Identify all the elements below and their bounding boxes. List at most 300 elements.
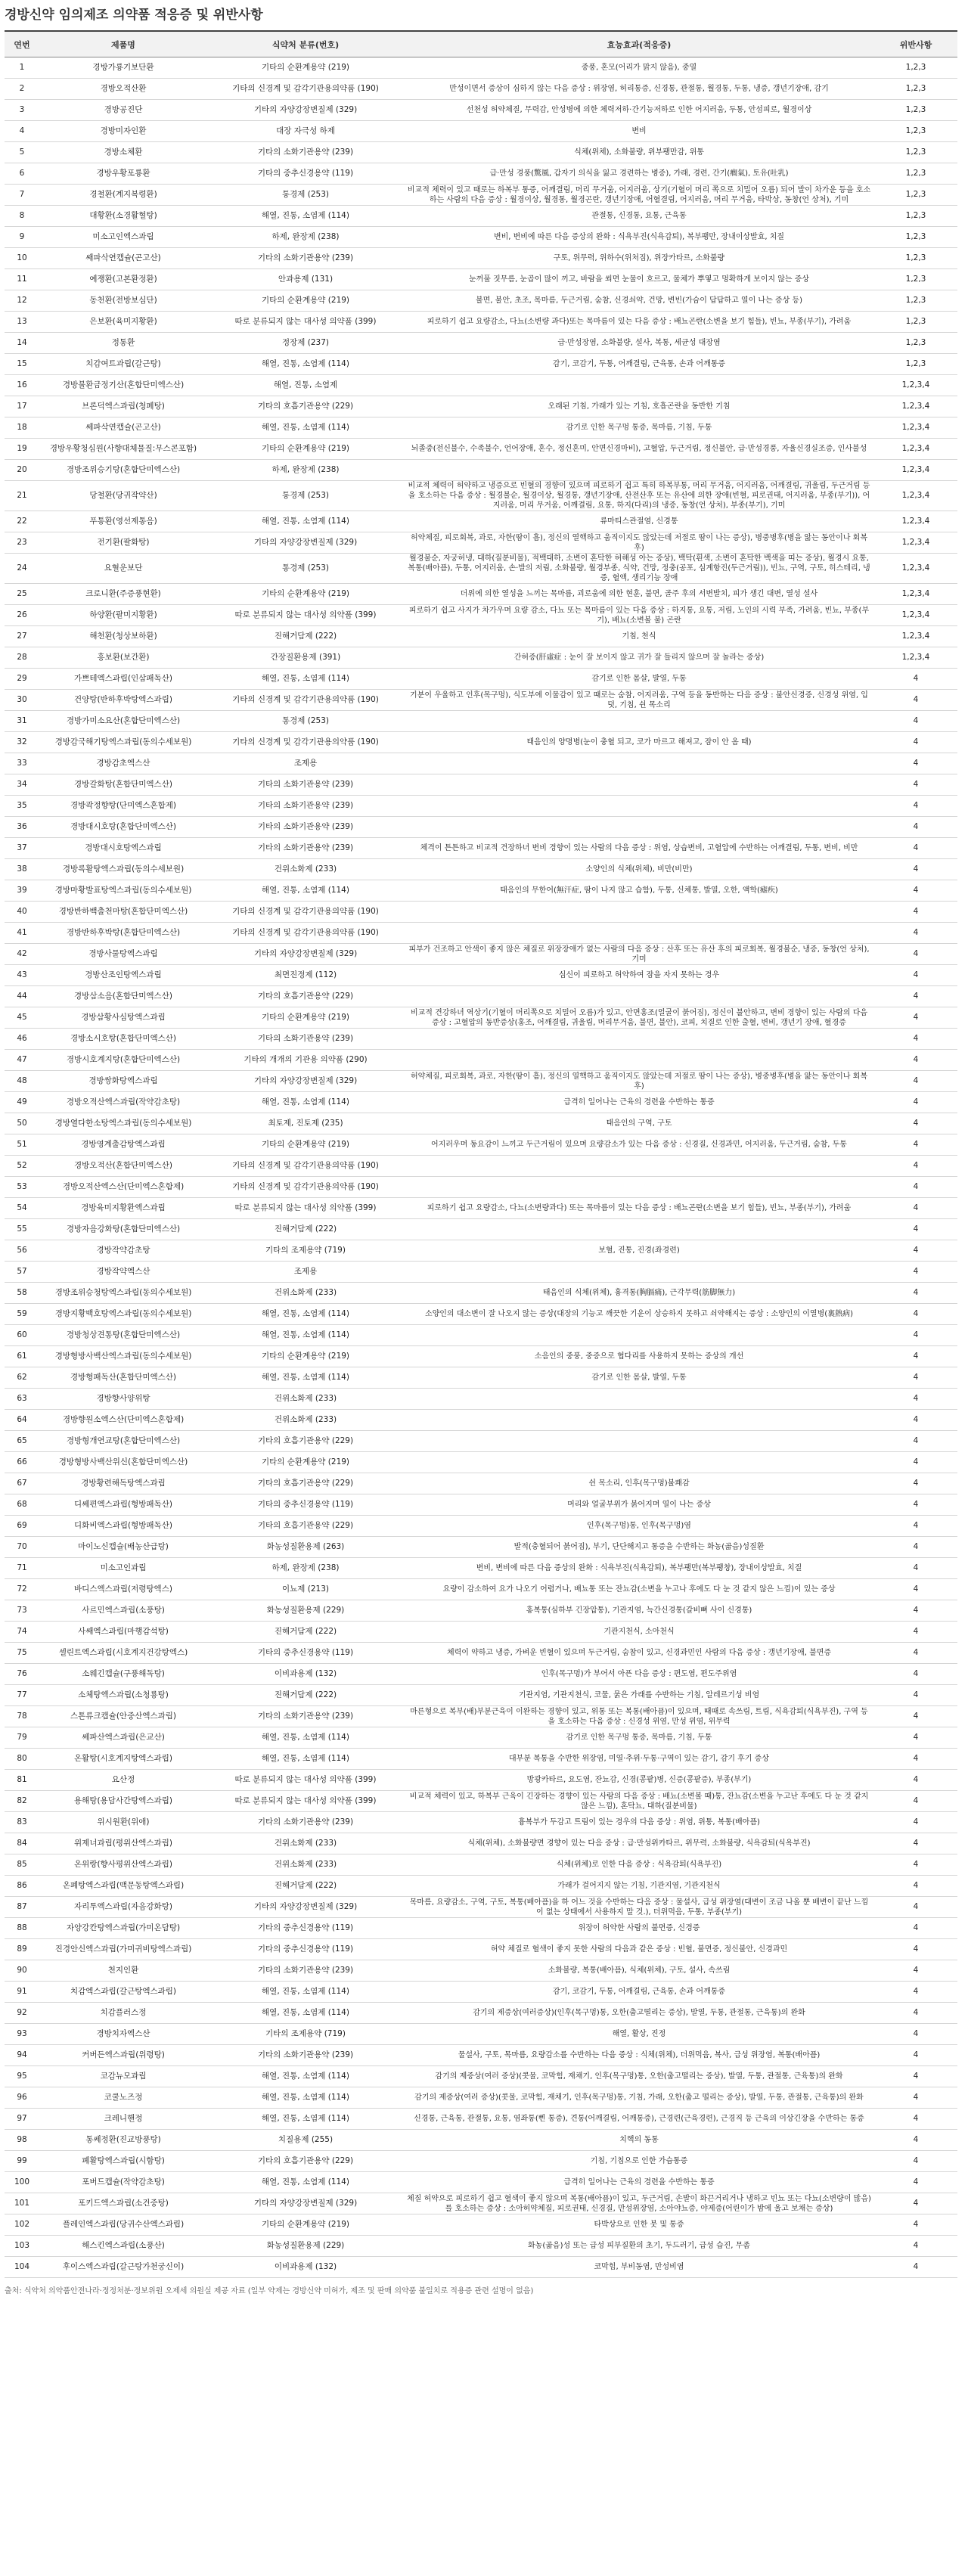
table-row [5, 1029, 957, 1050]
product-name: 경방지황백호탕엑스과립(동의수세보원) [39, 1304, 207, 1325]
table-row [5, 1579, 957, 1600]
table-row [5, 1431, 957, 1452]
classification: 기타의 조제용약 (719) [207, 2024, 404, 2045]
violation-codes: 4 [874, 1262, 957, 1283]
product-name: 사쌔엑스과립(마행감석탕) [39, 1622, 207, 1643]
product-name: 경방반하후박탕(혼합단미엑스산) [39, 923, 207, 944]
table-row [5, 1410, 957, 1431]
row-number: 81 [5, 1770, 39, 1791]
violation-codes: 4 [874, 859, 957, 880]
violation-codes: 4 [874, 1749, 957, 1770]
product-name: 하양환(팔미지황환) [39, 605, 207, 626]
row-number: 104 [5, 2257, 39, 2278]
classification: 하제, 완장제 (238) [207, 1558, 404, 1579]
efficacy-text [404, 902, 874, 923]
classification: 해열, 진통, 소염제 (114) [207, 511, 404, 532]
efficacy-text: 소양인의 대소변이 잘 나오지 않는 증상(대장의 기능고 깨끗한 기운이 상승하지 못하고 쇠약해지는 증상 : 소양인의 이열병(裏熱病) [404, 1304, 874, 1325]
product-name: 경방형방사백산위신(혼합단미엑스산) [39, 1452, 207, 1473]
violation-codes: 4 [874, 1537, 957, 1558]
violation-codes: 4 [874, 1092, 957, 1113]
row-number: 77 [5, 1685, 39, 1706]
violation-codes: 4 [874, 2257, 957, 2278]
classification: 진해거담제 (222) [207, 1622, 404, 1643]
row-number: 32 [5, 732, 39, 753]
efficacy-text: 요량이 감소하여 요가 나오기 어렵거나, 배뇨통 또는 잔뇨감(소변을 누고나 후에도 다 눈 것 같지 않은 느낌)이 있는 증상 [404, 1579, 874, 1600]
table-row [5, 1304, 957, 1325]
product-name: 경방영계출감탕엑스과립 [39, 1134, 207, 1156]
classification: 기타의 소화기관용약 (239) [207, 796, 404, 817]
table-row [5, 1113, 957, 1134]
product-name: 경방우황포룡환 [39, 163, 207, 185]
product-name: 바디스엑스과립(저령탕엑스) [39, 1579, 207, 1600]
product-name: 가쁘테엑스과립(인삼패독산) [39, 669, 207, 690]
violation-codes: 4 [874, 1156, 957, 1177]
product-name: 포키드엑스과립(소건중탕) [39, 2193, 207, 2214]
classification: 기타의 개개의 기관용 의약품 (290) [207, 1050, 404, 1071]
classification: 기타의 소화기관용약 (239) [207, 142, 404, 163]
product-name: 요산정 [39, 1770, 207, 1791]
violation-codes: 1,2,3,4 [874, 481, 957, 511]
classification: 기타의 순환계용약 (219) [207, 2214, 404, 2236]
classification: 기타의 소화기관용약 (239) [207, 1812, 404, 1833]
table-row [5, 2109, 957, 2130]
row-number: 59 [5, 1304, 39, 1325]
table-body [5, 57, 957, 2278]
header-classification: 식약처 분류(번호) [207, 31, 404, 57]
row-number: 38 [5, 859, 39, 880]
classification: 정장제 (237) [207, 333, 404, 354]
header-efficacy: 효능효과(적응증) [404, 31, 874, 57]
classification: 기타의 소화기관용약 (239) [207, 817, 404, 838]
row-number: 54 [5, 1198, 39, 1219]
violation-codes: 4 [874, 1050, 957, 1071]
classification: 기타의 호흡기관용약 (229) [207, 1516, 404, 1537]
classification: 기타의 순환계용약 (219) [207, 584, 404, 605]
efficacy-text: 선천성 허약체질, 무력감, 안성병에 의한 체력저하·간기능저하로 인한 어지러움, 두통, 안섬피로, 월경이상 [404, 100, 874, 121]
classification: 따로 분류되지 않는 대사성 의약품 (399) [207, 1770, 404, 1791]
product-name: 건양탕(반하후박탕엑스과립) [39, 690, 207, 711]
classification: 진해거담제 (222) [207, 626, 404, 647]
table-row [5, 2130, 957, 2151]
efficacy-text: 비교적 체력이 있고, 하복부 근육이 긴장하는 경향이 있는 사람의 다음 증상 : 배뇨(소변볼 때)통, 잔뇨감(소변을 누고난 후에도 다 눈 것 같지 않은 느낌), 혼탁뇨, 대하(질분비물) [404, 1791, 874, 1812]
efficacy-text: 어지러우며 동요감이 느끼고 두근거림이 있으며 요량감소가 있는 다음 증상 : 신경질, 신경과민, 어지러움, 두근거림, 숨참, 두통 [404, 1134, 874, 1156]
efficacy-text: 변비 [404, 121, 874, 142]
table-row [5, 2066, 957, 2087]
efficacy-text: 감기로 인한 몸살, 발열, 두통 [404, 1367, 874, 1389]
product-name: 온위랑(향사평위산엑스과립) [39, 1854, 207, 1876]
classification: 기타의 신경계 및 감각기관용의약품 (190) [207, 79, 404, 100]
violation-codes: 4 [874, 753, 957, 774]
efficacy-text: 심신이 피로하고 허약하여 잠을 자지 못하는 경우 [404, 965, 874, 986]
violation-codes: 4 [874, 1410, 957, 1431]
violation-codes: 4 [874, 796, 957, 817]
efficacy-text: 해열, 활상, 진정 [404, 2024, 874, 2045]
classification: 해열, 진통, 소염제 (114) [207, 2172, 404, 2193]
violation-codes: 4 [874, 1473, 957, 1494]
product-name: 경방오적산엑스산(단미엑스혼합제) [39, 1177, 207, 1198]
classification: 따로 분류되지 않는 대사성 의약품 (399) [207, 1198, 404, 1219]
classification: 건위소화제 (233) [207, 1283, 404, 1304]
violation-codes: 4 [874, 1452, 957, 1473]
violation-codes: 4 [874, 1960, 957, 1982]
product-name: 디쎄편엑스과립(형방패독산) [39, 1494, 207, 1516]
violation-codes: 4 [874, 1219, 957, 1240]
table-row [5, 1897, 957, 1918]
efficacy-text: 인후(목구멍)통, 인후(목구멍)염 [404, 1516, 874, 1537]
efficacy-text: 허약 체질로 혈색이 좋지 못한 사람의 다음과 같은 증상 : 빈혈, 불면증, 정신불안, 신경과민 [404, 1939, 874, 1960]
table-row [5, 1050, 957, 1071]
efficacy-text: 만성이면서 증상이 심하지 않는 다음 증상 : 위장염, 허리통증, 신경통, 관절통, 월경통, 두통, 냉증, 갱년기장애, 감기 [404, 79, 874, 100]
product-name: 사르민엑스과립(소풍탕) [39, 1600, 207, 1622]
table-row [5, 206, 957, 227]
classification: 기타의 중추신경용약 (119) [207, 1643, 404, 1664]
table-row [5, 1643, 957, 1664]
efficacy-text [404, 1156, 874, 1177]
efficacy-text: 기관지천식, 소아천식 [404, 1622, 874, 1643]
efficacy-text: 뇌졸중(전신불수, 수족불수, 언어장애, 혼수, 정신혼미, 안면신경마비), 고혈압, 두근거림, 정신불안, 급·만성경풍, 자율신경실조증, 인사불성 [404, 439, 874, 460]
row-number: 37 [5, 838, 39, 859]
product-name: 경방쌍화탕엑스과립 [39, 1071, 207, 1092]
efficacy-text: 기침, 기침으로 인한 가슴통증 [404, 2151, 874, 2172]
efficacy-text: 소화불량, 복통(배아픔), 식체(위체), 구토, 설사, 속쓰림 [404, 1960, 874, 1982]
product-name: 경방삼소음(혼합단미엑스산) [39, 986, 207, 1007]
product-name: 경방소체환 [39, 142, 207, 163]
violation-codes: 4 [874, 1706, 957, 1727]
efficacy-text: 감기의 제증상(여러증상)(인후(목구멍)통, 오한(춥고떨리는 증상), 발열, 두통, 관절통, 근육통)의 완화 [404, 2003, 874, 2024]
table-row [5, 647, 957, 669]
efficacy-text: 목마름, 요량감소, 구역, 구토, 복통(배아픔)을 하 어느 것을 수반하는 다음 증상 : 물설사, 급성 위장염(대변이 조금 나올 뿐 배변이 끝난 느낌이 없는 상태에서 사용하지 말 것.), 더위먹음, 두통, 부종(부기) [404, 1897, 874, 1918]
efficacy-text: 구토, 위무력, 위하수(위처짐), 위장카타르, 소화불량 [404, 248, 874, 269]
classification: 통경제 (253) [207, 185, 404, 206]
classification: 해열, 진통, 소염제 (114) [207, 1749, 404, 1770]
table-row [5, 2214, 957, 2236]
table-row [5, 711, 957, 732]
efficacy-text: 기분이 우울하고 인후(목구멍), 식도부에 이물감이 있고 때로는 숨참, 어지러움, 구역 등을 동반하는 다음 증상 : 불안신경증, 신경성 위염, 입덧, 기침, 쉰 목소리 [404, 690, 874, 711]
violation-codes: 4 [874, 2193, 957, 2214]
classification: 조제용 [207, 1262, 404, 1283]
violation-codes: 4 [874, 1558, 957, 1579]
row-number: 73 [5, 1600, 39, 1622]
row-number: 22 [5, 511, 39, 532]
classification: 기타의 순환계용약 (219) [207, 57, 404, 79]
efficacy-text: 홍복통(심하부 긴장압통), 기관지염, 늑간신경통(갈비뼈 사이 신경통) [404, 1600, 874, 1622]
row-number: 31 [5, 711, 39, 732]
classification: 기타의 소화기관용약 (239) [207, 1029, 404, 1050]
row-number: 82 [5, 1791, 39, 1812]
violation-codes: 4 [874, 1600, 957, 1622]
row-number: 47 [5, 1050, 39, 1071]
product-name: 쎄파삭연캡슐(곤고산) [39, 417, 207, 439]
classification: 이뇨제 (213) [207, 1579, 404, 1600]
row-number: 4 [5, 121, 39, 142]
classification: 기타의 소화기관용약 (239) [207, 774, 404, 796]
classification: 하제, 완장제 (238) [207, 460, 404, 481]
product-name: 경방자음강화탕(혼합단미엑스산) [39, 1219, 207, 1240]
violation-codes: 4 [874, 1494, 957, 1516]
product-name: 은보환(육미지황환) [39, 312, 207, 333]
violation-codes: 4 [874, 1325, 957, 1346]
violation-codes: 4 [874, 1346, 957, 1367]
violation-codes: 4 [874, 838, 957, 859]
violation-codes: 4 [874, 774, 957, 796]
efficacy-text: 식체(위체), 소화불량, 위부팽만감, 위통 [404, 142, 874, 163]
efficacy-text: 소양인의 식체(위체), 비만(비만) [404, 859, 874, 880]
efficacy-text [404, 796, 874, 817]
classification: 기타의 호흡기관용약 (229) [207, 986, 404, 1007]
row-number: 95 [5, 2066, 39, 2087]
violation-codes: 4 [874, 1516, 957, 1537]
table-row [5, 1854, 957, 1876]
table-row [5, 1325, 957, 1346]
classification: 화농성질환용제 (229) [207, 1600, 404, 1622]
classification: 기타의 신경계 및 감각기관용의약품 (190) [207, 902, 404, 923]
product-name: 경방마황발표탕엑스과립(동의수세보원) [39, 880, 207, 902]
classification: 따로 분류되지 않는 대사성 의약품 (399) [207, 1791, 404, 1812]
classification: 기타의 순환계용약 (219) [207, 1134, 404, 1156]
product-name: 경방시호계지탕(혼합단미엑스산) [39, 1050, 207, 1071]
table-row [5, 142, 957, 163]
efficacy-text: 체질 허약으로 피로하기 쉽고 혈색이 좋지 않으며 복통(배아픔)이 있고, 두근거림, 손발이 화끈거리거나 냉하고 빈뇨 또는 다뇨(소변량이 많음)를 호소하는 증상 : 소아허약체질, 피로권태, 신경질, 만성위장염, 소아야뇨증, 야제증(어린이가 밤에 울고 보채는 증상) [404, 2193, 874, 2214]
classification: 기타의 소화기관용약 (239) [207, 1960, 404, 1982]
product-name: 경방청상견통탕(혼합단미엑스산) [39, 1325, 207, 1346]
violation-codes: 1,2,3 [874, 227, 957, 248]
efficacy-text: 관절통, 신경통, 요통, 근육통 [404, 206, 874, 227]
row-number: 76 [5, 1664, 39, 1685]
violation-codes: 4 [874, 2109, 957, 2130]
classification: 기타의 소화기관용약 (239) [207, 2045, 404, 2066]
efficacy-text: 감기의 제증상(여러 증상)(콧물, 코막힘, 재채기, 인후(목구멍)통, 오한(춥고떨리는 증상), 발열, 두통, 관절통, 근육통)의 완화 [404, 2066, 874, 2087]
table-row [5, 1833, 957, 1854]
table-row [5, 1198, 957, 1219]
row-number: 14 [5, 333, 39, 354]
violation-codes: 4 [874, 1664, 957, 1685]
violation-codes: 4 [874, 1812, 957, 1833]
violation-codes: 4 [874, 1304, 957, 1325]
violation-codes: 1,2,3 [874, 142, 957, 163]
efficacy-text: 오래된 기침, 가래가 있는 기침, 호흡곤란을 동반한 기침 [404, 396, 874, 417]
classification: 안과용제 (131) [207, 269, 404, 290]
violation-codes: 1,2,3,4 [874, 417, 957, 439]
violation-codes: 1,2,3 [874, 354, 957, 375]
efficacy-text: 체력이 약하고 냉증, 가벼운 빈혈이 있으며 두근거림, 숨참이 있고, 신경과민인 사람의 다음 증상 : 갱년기장애, 불면증 [404, 1643, 874, 1664]
efficacy-text: 감기로 인한 목구멍 통증, 목마름, 기침, 두통 [404, 1727, 874, 1749]
table-row [5, 1516, 957, 1537]
row-number: 29 [5, 669, 39, 690]
efficacy-text: 대부분 복통을 수반한 위장염, 미열·추위·두통·구역이 있는 감기, 감기 후기 증상 [404, 1749, 874, 1770]
product-name: 스톤류크캡슐(안중산엑스과립) [39, 1706, 207, 1727]
violation-codes: 4 [874, 1240, 957, 1262]
product-name: 경방조위승기탕(혼합단미엑스산) [39, 460, 207, 481]
efficacy-text: 마른형으로 복부(배)부분근육이 이완하는 경향이 있고, 위통 또는 복통(배아픔)이 있으며, 때때로 속쓰림, 트림, 식욕감퇴(식욕부진), 구역 등을 호소하는 다음 증상 : 신경성 위염, 만성 위염, 위무력 [404, 1706, 874, 1727]
efficacy-text [404, 1389, 874, 1410]
efficacy-text [404, 1050, 874, 1071]
product-name: 쌔파삭연캡슐(곤고산) [39, 248, 207, 269]
efficacy-text: 월경불순, 자궁허냉, 대하(질분비물), 적백대하, 소변이 혼탁한 허해성 아는 증상), 백탁(흰색, 소변이 혼탁한 백색을 띠는 증상), 월경시 요통, 복통(배아픔), 두통, 어지러움, 손·발의 저림, 소화불량, 월경부종, 식약, 건망, 정충(공포, 심계항진(두근거림)), 빈뇨, 구역, 구토, 히스테리, 냉증, 혈액, 생리기능 장애 [404, 554, 874, 584]
violation-codes: 4 [874, 1389, 957, 1410]
classification: 대장 자극성 하제 [207, 121, 404, 142]
row-number: 45 [5, 1007, 39, 1029]
efficacy-text: 변비, 변비에 따른 다음 증상의 완화 : 식욕부진(식욕감퇴), 복부팽만(복부팽창), 장내이상발효, 치질 [404, 1558, 874, 1579]
table-row [5, 1982, 957, 2003]
table-row [5, 439, 957, 460]
row-number: 1 [5, 57, 39, 79]
row-number: 27 [5, 626, 39, 647]
violation-codes: 4 [874, 1643, 957, 1664]
product-name: 경방오적산엑스과립(작약감초탕) [39, 1092, 207, 1113]
table-row [5, 1346, 957, 1367]
row-number: 43 [5, 965, 39, 986]
row-number: 103 [5, 2236, 39, 2257]
row-number: 17 [5, 396, 39, 417]
efficacy-text [404, 1177, 874, 1198]
classification: 기타의 순환계용약 (219) [207, 439, 404, 460]
efficacy-text: 비교적 체력이 있고 때로는 하복부 통증, 어깨결림, 머리 무거움, 어지러움, 상기(기혈이 머리 쪽으로 치밀어 오름) 되어 발이 차가운 등을 호소하는 사람의 다음 증상 : 월경이상, 월경통, 월경곤란, 갱년기장애, 어혈결림, 어지러움, 머리 무거움, 타박상, 동창(언 상처), 기미 [404, 185, 874, 206]
classification: 해열, 진통, 소염제 (114) [207, 1982, 404, 2003]
product-name: 경방미자인환 [39, 121, 207, 142]
table-row [5, 1685, 957, 1706]
classification: 해열, 진통, 소염제 (114) [207, 2066, 404, 2087]
violation-codes: 4 [874, 1283, 957, 1304]
classification: 기타의 중추신경용약 (119) [207, 1918, 404, 1939]
classification: 기타의 자양강장변질제 (329) [207, 944, 404, 965]
table-row [5, 121, 957, 142]
efficacy-text [404, 460, 874, 481]
table-row [5, 417, 957, 439]
table-row [5, 753, 957, 774]
efficacy-text: 감기, 코감기, 두통, 어깨결림, 근육통, 손과 어깨통증 [404, 354, 874, 375]
row-number: 78 [5, 1706, 39, 1727]
table-row [5, 902, 957, 923]
classification: 진해거담제 (222) [207, 1685, 404, 1706]
row-number: 56 [5, 1240, 39, 1262]
row-number: 25 [5, 584, 39, 605]
table-row [5, 1240, 957, 1262]
classification: 기타의 중추신경용약 (119) [207, 1939, 404, 1960]
table-row [5, 396, 957, 417]
product-name: 요혈운보단 [39, 554, 207, 584]
efficacy-text [404, 1410, 874, 1431]
efficacy-text: 감기로 인한 몸살, 발열, 두통 [404, 669, 874, 690]
row-number: 64 [5, 1410, 39, 1431]
violation-codes: 4 [874, 986, 957, 1007]
product-name: 경방작약엑스산 [39, 1262, 207, 1283]
table-row [5, 460, 957, 481]
efficacy-text: 피부가 건조하고 안색이 좋지 않은 체질로 위장장애가 없는 사람의 다음 증상 : 산후 또는 유산 후의 피로회복, 월경불순, 냉증, 동창(언 상처), 기미 [404, 944, 874, 965]
classification: 기타의 중추신경용약 (119) [207, 1494, 404, 1516]
table-row [5, 1177, 957, 1198]
classification: 기타의 신경계 및 감각기관용의약품 (190) [207, 923, 404, 944]
classification: 기타의 호흡기관용약 (229) [207, 1473, 404, 1494]
table-row [5, 1156, 957, 1177]
table-row [5, 1939, 957, 1960]
product-name: 코쿨노즈정 [39, 2087, 207, 2109]
product-name: 셀린트엑스과립(시호계지건강탕엑스) [39, 1643, 207, 1664]
table-row [5, 732, 957, 753]
product-name: 해스킨엑스과립(소풍산) [39, 2236, 207, 2257]
efficacy-text: 흉복부가 두감고 트림이 있는 경우의 다음 증상 : 위염, 위통, 복통(배아픔) [404, 1812, 874, 1833]
violation-codes: 1,2,3 [874, 79, 957, 100]
table-row [5, 375, 957, 396]
table-row [5, 1960, 957, 1982]
row-number: 101 [5, 2193, 39, 2214]
row-number: 52 [5, 1156, 39, 1177]
efficacy-text: 비교적 견강하녀 역상기(기혈이 머리쪽으로 치밀어 오름)가 있고, 안면홍조(얼굴이 붉어짐), 정신이 불안하고, 변비 경향이 있는 사람의 다음 증상 : 고혈압의 동반증상(홍조, 어깨결림, 귀울림, 머리무거움, 불면, 불안), 코피, 치질로 인한 출혈, 변비, 갱년기 장애, 혈경증 [404, 1007, 874, 1029]
table-row [5, 774, 957, 796]
classification: 기타의 순환계용약 (219) [207, 1346, 404, 1367]
violation-codes: 1,2,3 [874, 312, 957, 333]
table-row [5, 2003, 957, 2024]
row-number: 71 [5, 1558, 39, 1579]
table-row [5, 965, 957, 986]
row-number: 60 [5, 1325, 39, 1346]
violation-codes: 1,2,3,4 [874, 511, 957, 532]
row-number: 63 [5, 1389, 39, 1410]
classification: 기타의 호흡기관용약 (229) [207, 1431, 404, 1452]
efficacy-text: 치핵의 동통 [404, 2130, 874, 2151]
violation-codes: 4 [874, 1007, 957, 1029]
header-violation: 위반사항 [874, 31, 957, 57]
efficacy-text [404, 1325, 874, 1346]
efficacy-text: 가래가 걸어지지 않는 기침, 기관지염, 기관지천식 [404, 1876, 874, 1897]
product-name: 경방형패독산(혼합단미엑스산) [39, 1367, 207, 1389]
violation-codes: 4 [874, 732, 957, 753]
table-row [5, 944, 957, 965]
table-row [5, 2024, 957, 2045]
efficacy-text: 피로하기 쉽고 요량감소, 다뇨(소변량과다) 또는 목마름이 있는 다음 증상 : 배뇨곤란(소변을 보기 힘들), 빈뇨, 부종(부기), 가려움 [404, 1198, 874, 1219]
table-row [5, 986, 957, 1007]
row-number: 19 [5, 439, 39, 460]
row-number: 53 [5, 1177, 39, 1198]
efficacy-text: 머리와 얼굴부위가 붉어지며 열이 나는 증상 [404, 1494, 874, 1516]
efficacy-text: 비교적 체력이 허약하고 냉증으로 빈혈의 경향이 있으며 피로하기 쉽고 특히 하복부통, 머리 무거움, 어지러움, 어깨결림, 귀울림, 두근거림 등을 호소하는 다음 증상 : 월경불순, 월경이상, 월경통, 갱년기장애, 산전산후 또는 유산에 의한 장애(빈혈, 피로권태, 어지러움, 부종(부기)), 어지러움, 머리 무거움, 어깨결림, 요통, 하지(다리)의 냉증, 동창(언 상처), 부종(부기), 기미 [404, 481, 874, 511]
row-number: 24 [5, 554, 39, 584]
table-row [5, 859, 957, 880]
classification: 진해거담제 (222) [207, 1876, 404, 1897]
row-number: 5 [5, 142, 39, 163]
table-row [5, 248, 957, 269]
table-row [5, 2257, 957, 2278]
table-row [5, 1537, 957, 1558]
classification: 해열, 진통, 소염제 (114) [207, 880, 404, 902]
violation-codes: 4 [874, 1622, 957, 1643]
product-name: 경방가미소요산(혼합단미엑스산) [39, 711, 207, 732]
product-name: 위시원환(위애) [39, 1812, 207, 1833]
efficacy-text: 태음인의 구역, 구토 [404, 1113, 874, 1134]
product-name: 경방가룡기보단환 [39, 57, 207, 79]
table-row [5, 163, 957, 185]
row-number: 30 [5, 690, 39, 711]
row-number: 49 [5, 1092, 39, 1113]
table-row [5, 532, 957, 554]
classification: 기타의 자양강장변질제 (329) [207, 100, 404, 121]
row-number: 90 [5, 1960, 39, 1982]
row-number: 3 [5, 100, 39, 121]
product-name: 위제너과립(평위산엑스과립) [39, 1833, 207, 1854]
row-number: 12 [5, 290, 39, 312]
efficacy-text: 기침, 천식 [404, 626, 874, 647]
classification: 기타의 신경계 및 감각기관용의약품 (190) [207, 1177, 404, 1198]
row-number: 55 [5, 1219, 39, 1240]
violation-codes: 4 [874, 1939, 957, 1960]
row-number: 69 [5, 1516, 39, 1537]
efficacy-text [404, 1219, 874, 1240]
table-row [5, 626, 957, 647]
efficacy-text: 타박상으로 인한 붓 및 통증 [404, 2214, 874, 2236]
table-row [5, 1876, 957, 1897]
violation-codes: 4 [874, 1431, 957, 1452]
violation-codes: 1,2,3 [874, 248, 957, 269]
classification: 해열, 진통, 소염제 [207, 375, 404, 396]
